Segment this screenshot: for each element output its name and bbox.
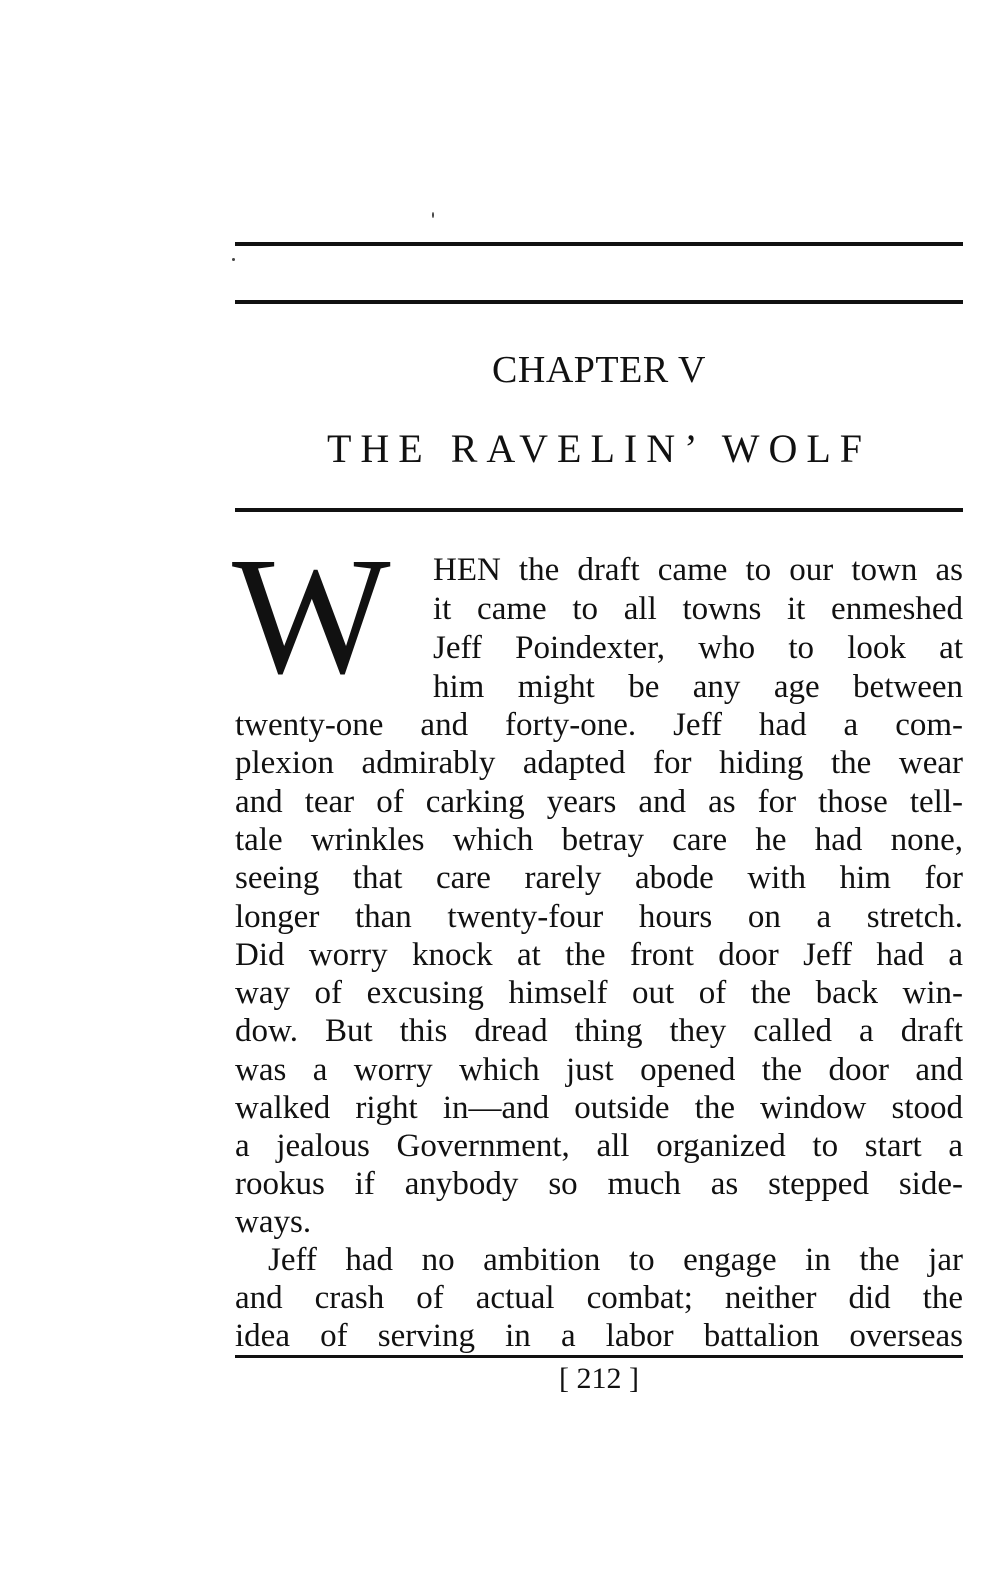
text-line: Did worry knock at the front door Jeff had a [235,937,963,973]
footer-rule [235,1355,963,1358]
text-line: HEN the draft came to our town as [433,552,963,588]
chapter-number: CHAPTER V [492,349,706,391]
text-line: way of excusing himself out of the back win- [235,975,963,1011]
text-line: plexion admirably adapted for hiding the wear [235,745,963,781]
print-speck [232,258,235,261]
text-line: and tear of carking years and as for those tell- [235,784,963,820]
text-line: seeing that care rarely abode with him for [235,860,963,896]
print-speck [432,212,434,218]
chapter-title: THE RAVELIN’ WOLF [326,426,872,471]
text-line: walked right in—and outside the window stood [235,1090,963,1126]
paragraph-first-line: Jeff had no ambition to engage in the jar [268,1242,963,1278]
text-line: dow. But this dread thing they called a draft [235,1013,963,1049]
top-rule [235,242,963,246]
text-line: longer than twenty-four hours on a stretch. [235,899,963,935]
drop-cap: W [232,523,391,709]
text-line: ways. [235,1204,312,1240]
text-line: him might be any age between [433,669,963,705]
text-line: it came to all towns it enmeshed [433,591,963,627]
text-line: rookus if anybody so much as stepped side- [235,1166,963,1202]
text-line: idea of serving in a labor battalion overseas [235,1318,963,1354]
text-line: and crash of actual combat; neither did the [235,1280,963,1316]
text-line: twenty-one and forty-one. Jeff had a com- [235,707,963,743]
text-line: was a worry which just opened the door and [235,1052,963,1088]
title-rule [235,508,963,512]
second-rule [235,300,963,304]
text-line: a jealous Government, all organized to start a [235,1128,963,1164]
page-number: [ 212 ] [559,1362,639,1395]
text-line: tale wrinkles which betray care he had none, [235,822,963,858]
text-line: Jeff Poindexter, who to look at [433,630,963,666]
